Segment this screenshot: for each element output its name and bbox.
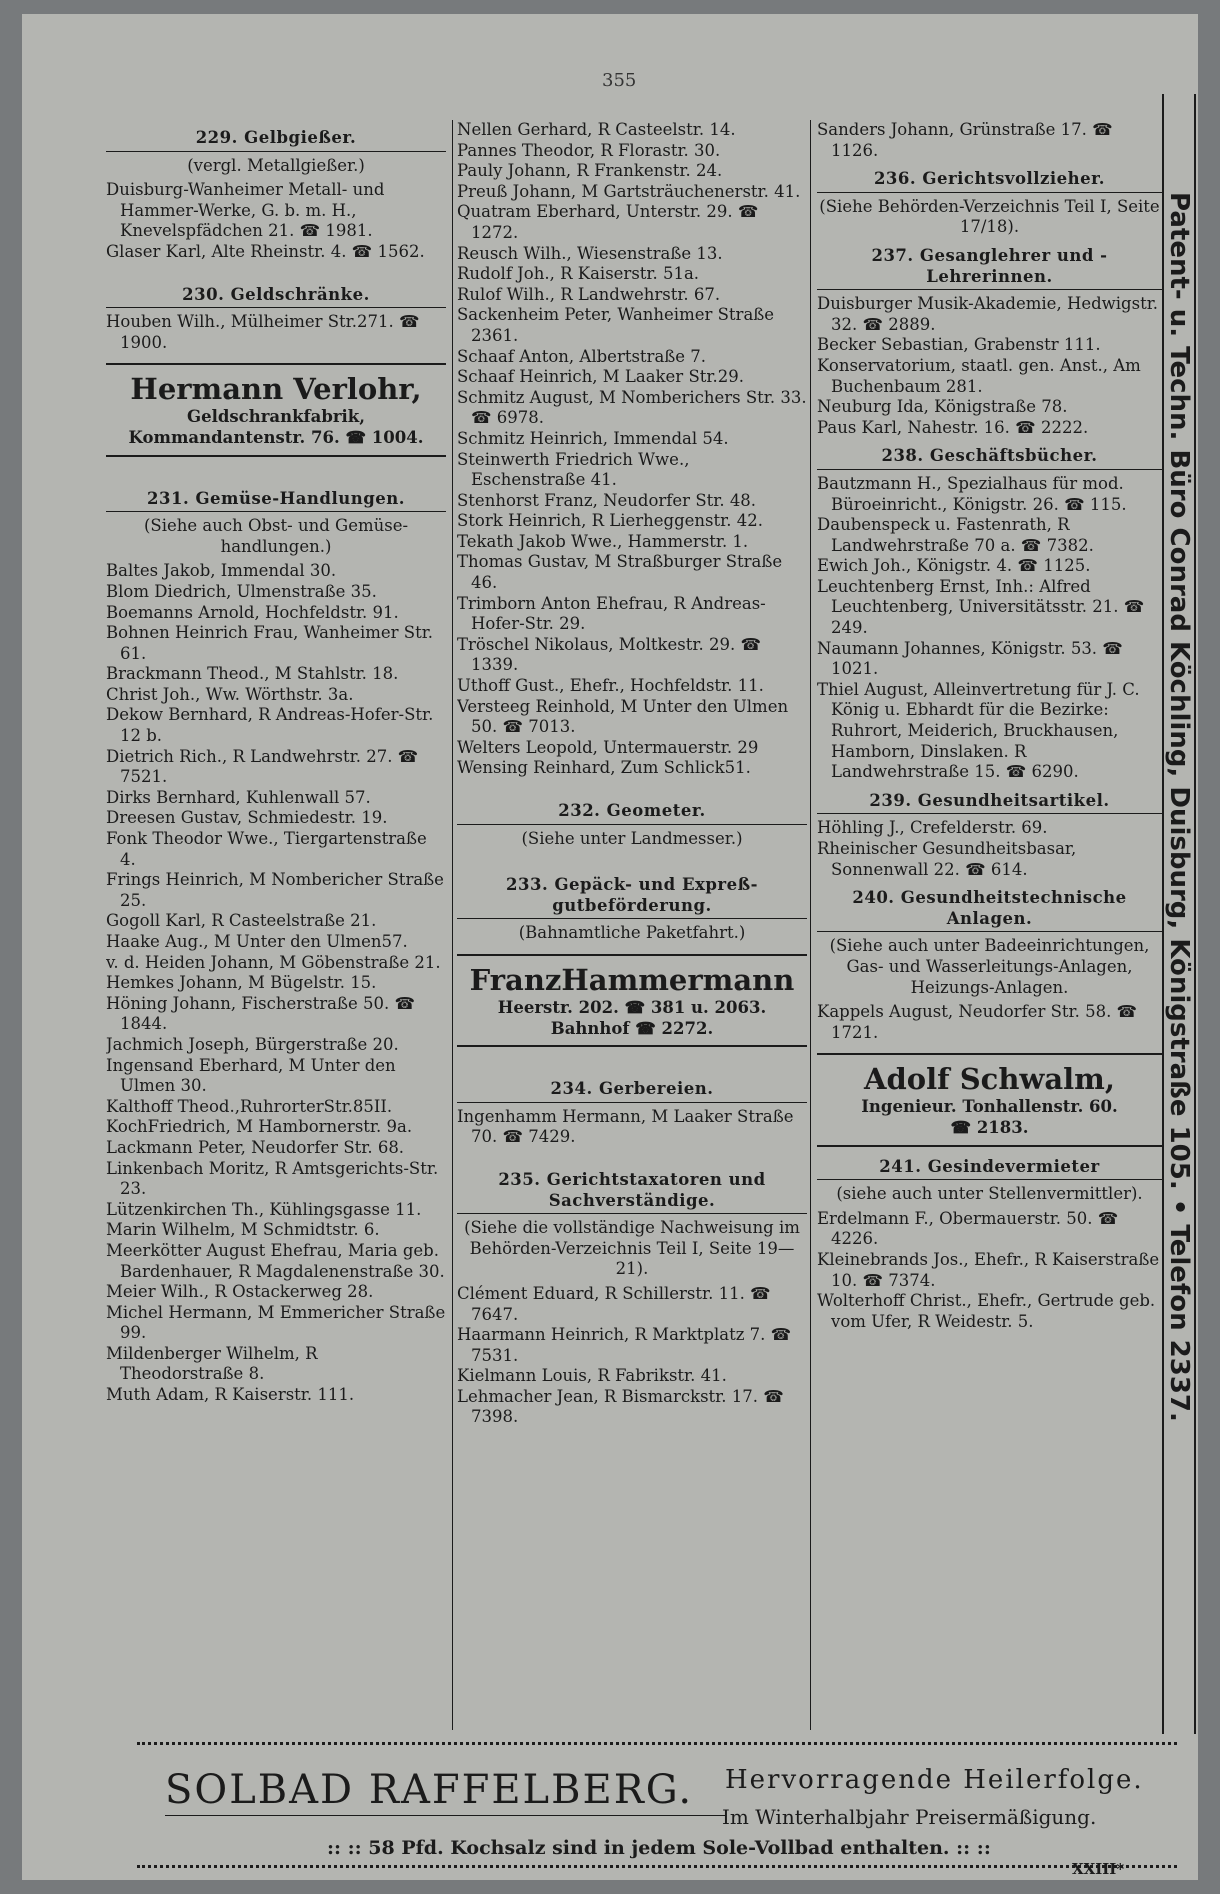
directory-entry: Houben Wilh., Mülheimer Str.271. ☎ 1900. [106, 312, 420, 352]
directory-entry: Höning Johann, Fischerstraße 50. ☎ 1844. [106, 993, 416, 1034]
ad-line: Kommandantenstr. 76. ☎ 1004. [128, 427, 424, 447]
entry-list [457, 1284, 807, 1428]
sidebar-ad-text: Patent- u. Techn. Büro Conrad Köchling, Duisburg, Königstraße 105. • Telefon 2337. [1164, 192, 1194, 1422]
directory-entry: Daubenspeck u. Fastenrath, R Landwehrstraße 70 a. ☎ 7382. [817, 515, 1094, 555]
section-note: (Siehe die vollständige Nachweisung im Behörden-Verzeichnis Teil I, Seite 19—21). [464, 1218, 800, 1279]
directory-entry: Dekow Bernhard, R Andreas-Hofer-Str. 12 b. [106, 705, 434, 746]
directory-entry: Bautzmann H., Spezialhaus für mod. Büroeinricht., Königstr. 26. ☎ 115. [817, 473, 1127, 514]
directory-entry: Schmitz August, M Nomberichers Str. 33. ☎ 6978. [457, 387, 807, 428]
ad-line: Ingenieur. Tonhallenstr. 60. [861, 1097, 1118, 1117]
section-note: (vergl. Metallgießer.) [187, 155, 365, 175]
ad-name: Hermann Verlohr, [130, 372, 422, 407]
section-note: (Siehe Behörden-Verzeichnis Teil I, Seite 17/18). [819, 196, 1160, 237]
directory-entry: Becker Sebastian, Grabenstr 111. [817, 335, 1101, 355]
entry-list [106, 180, 446, 262]
section-heading: 233. Gepäck- und Expreß-gutbeförderung. [457, 875, 807, 919]
directory-entry: Kalthoff Theod.,RuhrorterStr.85II. [106, 1096, 393, 1116]
directory-entry: Haake Aug., M Unter den Ulmen57. [106, 932, 408, 951]
directory-page [22, 14, 1198, 1880]
section-heading: 231. Gemüse-Handlungen. [106, 489, 446, 513]
directory-entry: Kappels August, Neudorfer Str. 58. ☎ 1721. [817, 1002, 1138, 1042]
directory-entry: Rudolf Joh., R Kaiserstr. 51a. [457, 264, 700, 284]
divider [165, 1815, 725, 1816]
entry-list [106, 312, 446, 353]
directory-entry: Welters Leopold, Untermauerstr. 29 [457, 737, 759, 757]
directory-entry: Frings Heinrich, M Nombericher Straße 25. [106, 870, 444, 910]
directory-entry: Duisburger Musik-Akademie, Hedwigstr. 32. ☎ 2889. [817, 294, 1159, 334]
directory-entry: Uthoff Gust., Ehefr., Hochfeldstr. 11. [457, 676, 764, 696]
section-note: (Siehe auch Obst- und Gemüse-handlungen.) [143, 516, 409, 556]
directory-entry: Muth Adam, R Kaiserstr. 111. [106, 1385, 355, 1405]
entry-list [817, 1209, 1162, 1333]
directory-entry: Dirks Bernhard, Kuhlenwall 57. [106, 787, 371, 807]
directory-entry: Baltes Jakob, Immendal 30. [106, 561, 337, 581]
directory-entry: Pannes Theodor, R Florastr. 30. [457, 140, 721, 160]
directory-entry: Stenhorst Franz, Neudorfer Str. 48. [457, 490, 757, 510]
ad-line: Bahnhof ☎ 2272. [550, 1018, 714, 1038]
ad-tagline: Im Winterhalbjahr Preisermäßigung. [722, 1805, 1097, 1829]
directory-entry: Michel Hermann, M Emmericher Straße 99. [106, 1302, 446, 1343]
ad-line: Geldschrankfabrik, [186, 407, 365, 427]
directory-entry: Kielmann Louis, R Fabrikstr. 41. [457, 1366, 727, 1386]
directory-entry: Steinwerth Friedrich Wwe., Eschenstraße 41. [457, 449, 690, 490]
ad-line: Heerstr. 202. ☎ 381 u. 2063. [497, 997, 767, 1017]
column-rule [810, 120, 811, 1730]
directory-entry: Meier Wilh., R Ostackerweg 28. [106, 1282, 374, 1302]
entry-list [457, 1107, 807, 1148]
entry-list [817, 474, 1162, 783]
directory-entry: Lützenkirchen Th., Kühlingsgasse 11. [106, 1199, 422, 1219]
ad-tagline: Hervorragende Heilerfolge. [725, 1765, 1144, 1795]
vertical-ad-sidebar [1160, 94, 1198, 1734]
section-heading: 236. Gerichtsvollzieher. [817, 169, 1162, 193]
directory-entry: Hemkes Johann, M Bügelstr. 15. [106, 973, 377, 993]
entry-list [817, 120, 1162, 161]
directory-entry: Dietrich Rich., R Landwehrstr. 27. ☎ 7521. [106, 746, 419, 787]
ad-line: ☎ 2183. [950, 1117, 1029, 1137]
section-heading: 240. Gesundheitstechnische Anlagen. [817, 888, 1162, 932]
directory-entry: Clément Eduard, R Schillerstr. 11. ☎ 7647. [457, 1283, 771, 1324]
directory-entry: Rheinischer Gesundheitsbasar, Sonnenwall 22. ☎ 614. [817, 839, 1077, 879]
directory-entry: Quatram Eberhard, Unterstr. 29. ☎ 1272. [457, 202, 759, 242]
directory-entry: Wensing Reinhard, Zum Schlick51. [457, 758, 751, 778]
directory-entry: Tekath Jakob Wwe., Hammerstr. 1. [457, 531, 749, 551]
directory-entry: Blom Diedrich, Ulmenstraße 35. [106, 581, 377, 601]
advertisement [457, 954, 807, 1047]
section-note: (Bahnamtliche Paketfahrt.) [518, 923, 746, 943]
directory-entry: Trimborn Anton Ehefrau, R Andreas-Hofer-Str. 29. [457, 593, 766, 634]
directory-entry: Sanders Johann, Grünstraße 17. ☎ 1126. [817, 120, 1113, 160]
directory-entry: Reusch Wilh., Wiesenstraße 13. [457, 243, 723, 263]
directory-entry: Schmitz Heinrich, Immendal 54. [457, 428, 729, 448]
directory-entry: Neuburg Ida, Königstraße 78. [817, 397, 1068, 417]
directory-entry: Pauly Johann, R Frankenstr. 24. [457, 161, 723, 181]
directory-entry: Wolterhoff Christ., Ehefr., Gertrude geb. vom Ufer, R Weidestr. 5. [817, 1291, 1156, 1331]
directory-entry: Schaaf Anton, Albertstraße 7. [457, 346, 707, 366]
advertisement [817, 1053, 1162, 1146]
entry-list [457, 120, 807, 779]
entry-list [817, 818, 1162, 880]
directory-entry: Tröschel Nikolaus, Moltkestr. 29. ☎ 1339. [457, 634, 761, 675]
entry-list [817, 294, 1162, 438]
directory-entry: Marin Wilhelm, M Schmidtstr. 6. [106, 1220, 380, 1240]
directory-entry: Fonk Theodor Wwe., Tiergartenstraße 4. [106, 829, 427, 869]
section-heading: 229. Gelbgießer. [106, 128, 446, 152]
section-heading: 232. Geometer. [457, 801, 807, 825]
ad-name: Adolf Schwalm, [864, 1062, 1115, 1097]
column-1 [106, 120, 446, 1740]
section-note: (siehe auch unter Stellenvermittler). [836, 1184, 1143, 1204]
directory-entry: Erdelmann F., Obermauerstr. 50. ☎ 4226. [817, 1208, 1119, 1249]
ad-tagline: :: :: 58 Pfd. Kochsalz sind in jedem Sole-Vollbad enthalten. :: :: [327, 1837, 991, 1859]
directory-entry: Thomas Gustav, M Straßburger Straße 46. [457, 552, 783, 593]
directory-entry: Höhling J., Crefelderstr. 69. [817, 818, 1048, 838]
directory-entry: Stork Heinrich, R Lierheggenstr. 42. [457, 511, 763, 531]
directory-entry: Mildenberger Wilhelm, R Theodorstraße 8. [106, 1343, 318, 1384]
column-2 [457, 120, 807, 1740]
section-heading: 235. Gerichtstaxatoren und Sachverständige. [457, 1170, 807, 1214]
section-heading: 230. Geldschränke. [106, 285, 446, 309]
directory-entry: Boemanns Arnold, Hochfeldstr. 91. [106, 602, 399, 622]
bottom-advertisement [137, 1742, 1177, 1868]
directory-entry: Preuß Johann, M Gartsträuchenerstr. 41. [457, 181, 801, 201]
directory-entry: Linkenbach Moritz, R Amtsgerichts-Str. 23. [106, 1158, 439, 1199]
directory-entry: Bohnen Heinrich Frau, Wanheimer Str. 61. [106, 623, 434, 663]
directory-entry: Lehmacher Jean, R Bismarckstr. 17. ☎ 7398. [457, 1386, 784, 1427]
ad-name: FranzHammermann [469, 962, 795, 997]
directory-entry: v. d. Heiden Johann, M Göbenstraße 21. [106, 952, 441, 972]
directory-entry: Rulof Wilh., R Landwehrstr. 67. [457, 284, 721, 304]
directory-entry: Kleinebrands Jos., Ehefr., R Kaiserstraße 10. ☎ 7374. [817, 1249, 1160, 1290]
directory-entry: Dreesen Gustav, Schmiedestr. 19. [106, 808, 388, 828]
directory-entry: Meerkötter August Ehefrau, Maria geb. Bardenhauer, R Magdalenenstraße 30. [106, 1240, 445, 1281]
section-heading: 239. Gesundheitsartikel. [817, 791, 1162, 815]
section-note: (Siehe unter Landmesser.) [521, 828, 743, 848]
directory-entry: Ingensand Eberhard, M Unter den Ulmen 30. [106, 1055, 396, 1096]
directory-entry: Sackenheim Peter, Wanheimer Straße 2361. [457, 305, 775, 345]
directory-entry: Versteeg Reinhold, M Unter den Ulmen 50. ☎ 7013. [457, 696, 789, 737]
directory-entry: Jachmich Joseph, Bürgerstraße 20. [106, 1034, 399, 1054]
directory-entry: Lackmann Peter, Neudorfer Str. 68. [106, 1137, 405, 1157]
ad-name: SOLBAD RAFFELBERG. [165, 1767, 694, 1813]
directory-entry: Nellen Gerhard, R Casteelstr. 14. [457, 120, 736, 139]
directory-entry: Glaser Karl, Alte Rheinstr. 4. ☎ 1562. [106, 241, 425, 261]
directory-entry: Haarmann Heinrich, R Marktplatz 7. ☎ 7531. [457, 1325, 792, 1365]
entry-list [817, 1002, 1162, 1043]
section-heading: 234. Gerbereien. [457, 1079, 807, 1103]
section-heading: 238. Geschäftsbücher. [817, 446, 1162, 470]
divider [1194, 94, 1196, 1734]
directory-entry: Schaaf Heinrich, M Laaker Str.29. [457, 367, 744, 387]
directory-entry: Thiel August, Alleinvertretung für J. C. König u. Ebhardt für die Bezirke: Ruhrort, Meiderich, Bruckhausen, Hamborn, Dinslaken. R Landwehrstraße 15. ☎ 6290. [817, 679, 1140, 782]
directory-entry: Leuchtenberg Ernst, Inh.: Alfred Leuchtenberg, Universitätsstr. 21. ☎ 249. [817, 576, 1145, 638]
section-heading: 241. Gesindevermieter [817, 1157, 1162, 1181]
directory-entry: Duisburg-Wanheimer Metall- und Hammer-Werke, G. b. m. H., Knevelspfädchen 21. ☎ 1981. [106, 180, 385, 241]
section-heading: 237. Gesanglehrer und -Lehrerinnen. [817, 246, 1162, 290]
directory-entry: Paus Karl, Nahestr. 16. ☎ 2222. [817, 417, 1089, 437]
directory-entry: Gogoll Karl, R Casteelstraße 21. [106, 911, 377, 931]
directory-entry: Christ Joh., Ww. Wörthstr. 3a. [106, 684, 354, 704]
directory-entry: KochFriedrich, M Hambornerstr. 9a. [106, 1117, 413, 1137]
advertisement [106, 363, 446, 456]
directory-entry: Konservatorium, staatl. gen. Anst., Am Buchenbaum 281. [817, 355, 1141, 396]
entry-list [106, 561, 446, 1405]
column-3 [817, 120, 1162, 1740]
directory-entry: Ewich Joh., Königstr. 4. ☎ 1125. [817, 556, 1091, 576]
directory-entry: Ingenhamm Hermann, M Laaker Straße 70. ☎ 7429. [457, 1106, 794, 1147]
section-note: (Siehe auch unter Badeeinrichtungen, Gas- und Wasserleitungs-Anlagen, Heizungs-Anlagen. [829, 936, 1150, 997]
directory-entry: Brackmann Theod., M Stahlstr. 18. [106, 664, 399, 684]
page-number: 355 [602, 70, 637, 91]
signature-mark: XXIII* [1072, 1860, 1125, 1878]
column-rule [452, 120, 453, 1730]
directory-entry: Naumann Johannes, Königstr. 53. ☎ 1021. [817, 638, 1123, 679]
